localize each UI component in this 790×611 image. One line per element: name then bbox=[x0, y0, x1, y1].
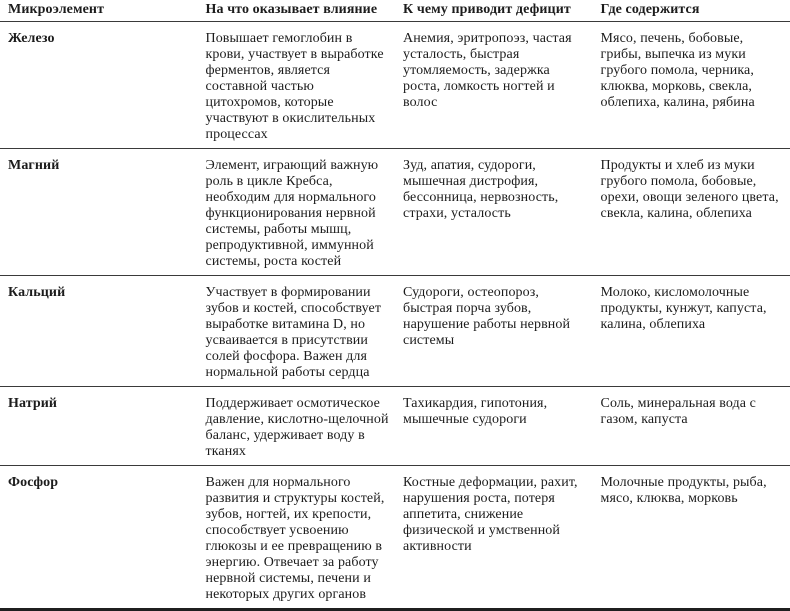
cell-influence: Поддерживает осмотическое давление, кислотно-щелочной баланс, удерживает воду в тканях bbox=[198, 387, 396, 466]
cell-influence: Важен для нормального развития и структуры костей, зубов, ногтей, их крепости, способствует усвоению глюкозы и ее превращению в энергию. Отвечает за работу нервной системы, печени и некоторых других органов bbox=[198, 466, 396, 610]
cell-deficit: Костные деформации, рахит, нарушения роста, потеря аппетита, снижение физической и умственной активности bbox=[395, 466, 593, 610]
cell-sources: Молочные продукты, рыба, мясо, клюква, морковь bbox=[593, 466, 790, 610]
cell-influence: Элемент, играющий важную роль в цикле Кребса, необходим для нормального функционирования нервной системы, работы мышц, репродуктивной, иммунной системы, роста костей bbox=[198, 149, 396, 276]
cell-sources: Соль, минеральная вода с газом, капуста bbox=[593, 387, 790, 466]
table-row-sodium bbox=[0, 387, 790, 466]
column-header-element: Микроэлемент bbox=[0, 0, 198, 22]
column-header-sources: Где содержится bbox=[593, 0, 790, 22]
cell-sources: Продукты и хлеб из муки грубого помола, бобовые, орехи, овощи зеленого цвета, свекла, калина, облепиха bbox=[593, 149, 790, 276]
cell-element-name: Фосфор bbox=[0, 466, 198, 610]
cell-deficit: Анемия, эритропоэз, частая усталость, быстрая утомляемость, задержка роста, ломкость ногтей и волос bbox=[395, 22, 593, 149]
cell-influence: Участвует в формировании зубов и костей, способствует выработке витамина D, но усваивается в присутствии солей фосфора. Важен для нормальной работы сердца bbox=[198, 276, 396, 387]
table-row-calcium bbox=[0, 276, 790, 387]
column-header-influence: На что оказывает влияние bbox=[198, 0, 396, 22]
cell-element-name: Натрий bbox=[0, 387, 198, 466]
cell-deficit: Зуд, апатия, судороги, мышечная дистрофия, бессонница, нервозность, страхи, усталость bbox=[395, 149, 593, 276]
cell-element-name: Железо bbox=[0, 22, 198, 149]
table-row-iron bbox=[0, 22, 790, 149]
cell-element-name: Кальций bbox=[0, 276, 198, 387]
cell-element-name: Магний bbox=[0, 149, 198, 276]
column-header-deficit: К чему приводит дефицит bbox=[395, 0, 593, 22]
cell-sources: Мясо, печень, бобовые, грибы, выпечка из муки грубого помола, черника, клюква, морковь, свекла, облепиха, калина, рябина bbox=[593, 22, 790, 149]
header-row bbox=[0, 0, 790, 22]
table-row-magnesium bbox=[0, 149, 790, 276]
cell-deficit: Тахикардия, гипотония, мышечные судороги bbox=[395, 387, 593, 466]
table-row-phosphorus bbox=[0, 466, 790, 610]
cell-influence: Повышает гемоглобин в крови, участвует в выработке ферментов, является составной частью цитохромов, которые участвуют в окислительных процессах bbox=[198, 22, 396, 149]
cell-sources: Молоко, кисломолочные продукты, кунжут, капуста, калина, облепиха bbox=[593, 276, 790, 387]
cell-deficit: Судороги, остеопороз, быстрая порча зубов, нарушение работы нервной системы bbox=[395, 276, 593, 387]
